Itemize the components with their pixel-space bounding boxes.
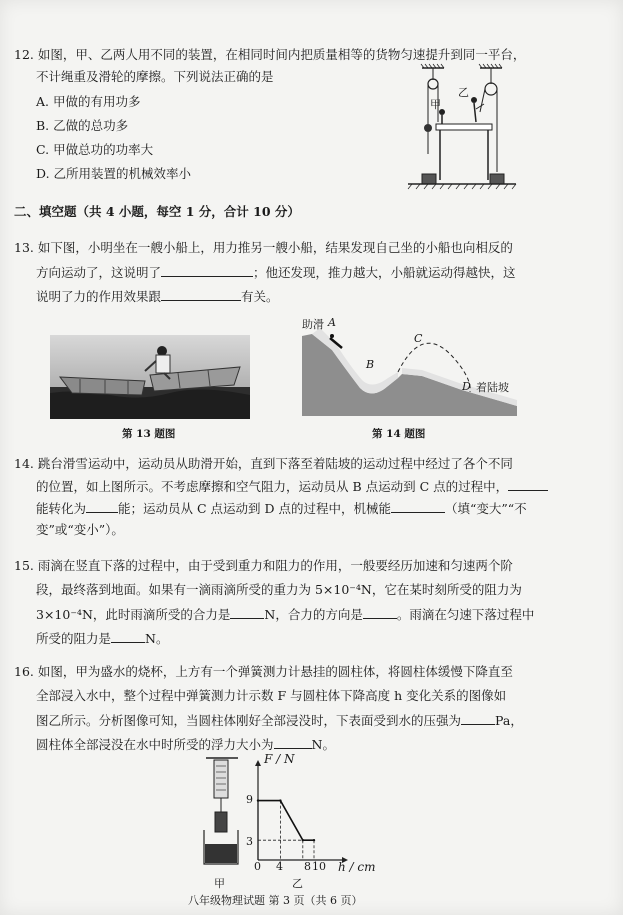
q13-line2-a: 方向运动了，这说明了 [36, 265, 162, 280]
q13-line3-b: 有关。 [241, 289, 279, 304]
q14-fig-label-zhuhua: 助滑 [302, 318, 324, 331]
graph-x-tick-10: 10 [312, 860, 326, 873]
q12-fig-label-jia: 甲 [430, 98, 441, 111]
q16-line3-b: Pa， [495, 713, 523, 728]
q12-option-a: A. 甲做的有用功多 [36, 94, 141, 109]
graph-x-tick-4: 4 [276, 860, 283, 873]
q16-spring-scale-beaker-figure [200, 756, 244, 872]
q14-caption: 第 14 题图 [372, 428, 426, 440]
q14-line3-a: 能转化为 [36, 501, 87, 516]
q15-line3-b: N，合力的方向是 [264, 607, 363, 622]
graph-y-arrow [255, 760, 261, 766]
q15-line4 [36, 630, 168, 647]
q13-boat-image [50, 335, 250, 419]
graph-y-label: F / N [264, 752, 295, 766]
q13-line3 [36, 288, 279, 305]
q16-line3-a: 图乙所示。分析图像可知，当圆柱体刚好全部浸没时，下表面受到水的压强为 [36, 713, 462, 728]
q16-graph [246, 752, 386, 880]
q12-option-b: B. 乙做的总功多 [36, 118, 129, 133]
q16-line4-a: 圆柱体全部浸没在水中时所受的浮力大小为 [36, 737, 274, 752]
q14-fig-label-d: D [462, 380, 471, 393]
q14-ski-jump-figure [302, 316, 522, 420]
graph-y-tick-3: 3 [246, 835, 253, 848]
graph-x-tick-8: 8 [304, 860, 311, 873]
q12-option-d: D. 乙所用装置的机械效率小 [36, 166, 192, 181]
q16-fig-label-yi: 乙 [292, 877, 303, 890]
q16-line1: 16. 如图，甲为盛水的烧杯，上方有一个弹簧测力计悬挂的圆柱体，将圆柱体缓慢下降直至 [14, 664, 513, 679]
q15-blank-1[interactable] [230, 606, 264, 619]
q15-blank-3[interactable] [111, 630, 145, 643]
graph-data-point [257, 799, 259, 801]
q14-line3-b: 能；运动员从 C 点运动到 D 点的过程中，机械能 [118, 501, 391, 516]
q15-line3-c: 。雨滴在匀速下落过程中 [396, 607, 535, 622]
q13-line2 [36, 264, 516, 281]
graph-data-point [279, 799, 281, 801]
graph-y-tick-9: 9 [246, 793, 253, 806]
q14-blank-2[interactable] [86, 500, 118, 513]
graph-x-tick-0: 0 [254, 860, 261, 873]
q12-line1: 12. 如图，甲、乙两人用不同的装置，在相同时间内把质量相等的货物匀速提升到同一平台， [14, 47, 526, 62]
q16-line4-b: N。 [311, 737, 335, 752]
q16-blank-2[interactable] [274, 736, 312, 749]
q14-fig-label-b: B [366, 358, 375, 371]
q15-blank-2[interactable] [363, 606, 397, 619]
q16-blank-1[interactable] [461, 712, 495, 725]
q16-line4 [36, 736, 335, 753]
graph-data-point [313, 839, 315, 841]
graph-data-point [302, 839, 304, 841]
q14-line3-c: （填“变大”“不 [445, 501, 527, 516]
q12-fig-label-yi: 乙 [458, 86, 469, 99]
q13-blank-2[interactable] [161, 288, 241, 301]
q14-blank-3[interactable] [391, 500, 445, 513]
q16-fig-label-jia: 甲 [214, 877, 225, 890]
q14-fig-label-zhaolupo: 着陆坡 [476, 381, 509, 394]
q14-line4: 变”或“变小”）。 [36, 522, 124, 537]
q15-line2: 段，最终落到地面。如果有一滴雨滴所受的重力为 5×10⁻⁴N，它在某时刻所受的阻力为 [36, 582, 522, 597]
q12-line2: 不计绳重及滑轮的摩擦。下列说法正确的是 [36, 69, 274, 84]
q15-line3 [36, 606, 534, 623]
q13-caption: 第 13 题图 [122, 428, 176, 440]
q15-line3-a: 3×10⁻⁴N，此时雨滴所受的合力是 [36, 607, 231, 622]
section2-title: 二、填空题（共 4 小题，每空 1 分，合计 10 分） [14, 204, 300, 219]
q15-line1: 15. 雨滴在竖直下落的过程中，由于受到重力和阻力的作用，一般要经历加速和匀速两个阶 [14, 558, 513, 573]
q14-line3 [36, 500, 527, 517]
q13-line2-b: ；他还发现，推力越大，小船就运动得越快，这 [253, 265, 516, 280]
q13-blank-1[interactable] [161, 264, 253, 277]
q13-line1: 13. 如下图，小明坐在一艘小船上，用力推另一艘小船，结果发现自己坐的小船也向相反的 [14, 240, 513, 255]
q12-pulley-figure [400, 62, 518, 194]
q14-fig-label-c: C [414, 332, 423, 345]
page-footer: 八年级物理试题 第 3 页（共 6 页） [188, 894, 363, 907]
q14-line2 [36, 478, 548, 495]
q14-line1: 14. 跳台滑雪运动中，运动员从助滑开始，直到下落至着陆坡的运动过程中经过了各个不同 [14, 456, 513, 471]
q14-line2-a: 的位置，如上图所示。不考虑摩擦和空气阻力，运动员从 B 点运动到 C 点的过程中， [36, 479, 509, 494]
graph-data-line [258, 801, 314, 841]
graph-x-label: h / cm [338, 860, 376, 874]
q16-line2: 全部浸入水中，整个过程中弹簧测力计示数 F 与圆柱体下降高度 h 变化关系的图像如 [36, 688, 507, 703]
q15-line4-a: 所受的阻力是 [36, 631, 112, 646]
q12-option-c: C. 甲做总功的功率大 [36, 142, 154, 157]
q14-fig-label-a: A [328, 316, 336, 329]
q14-blank-1[interactable] [508, 478, 548, 491]
q15-line4-b: N。 [145, 631, 169, 646]
q13-line3-a: 说明了力的作用效果跟 [36, 289, 162, 304]
q16-line3 [36, 712, 523, 729]
